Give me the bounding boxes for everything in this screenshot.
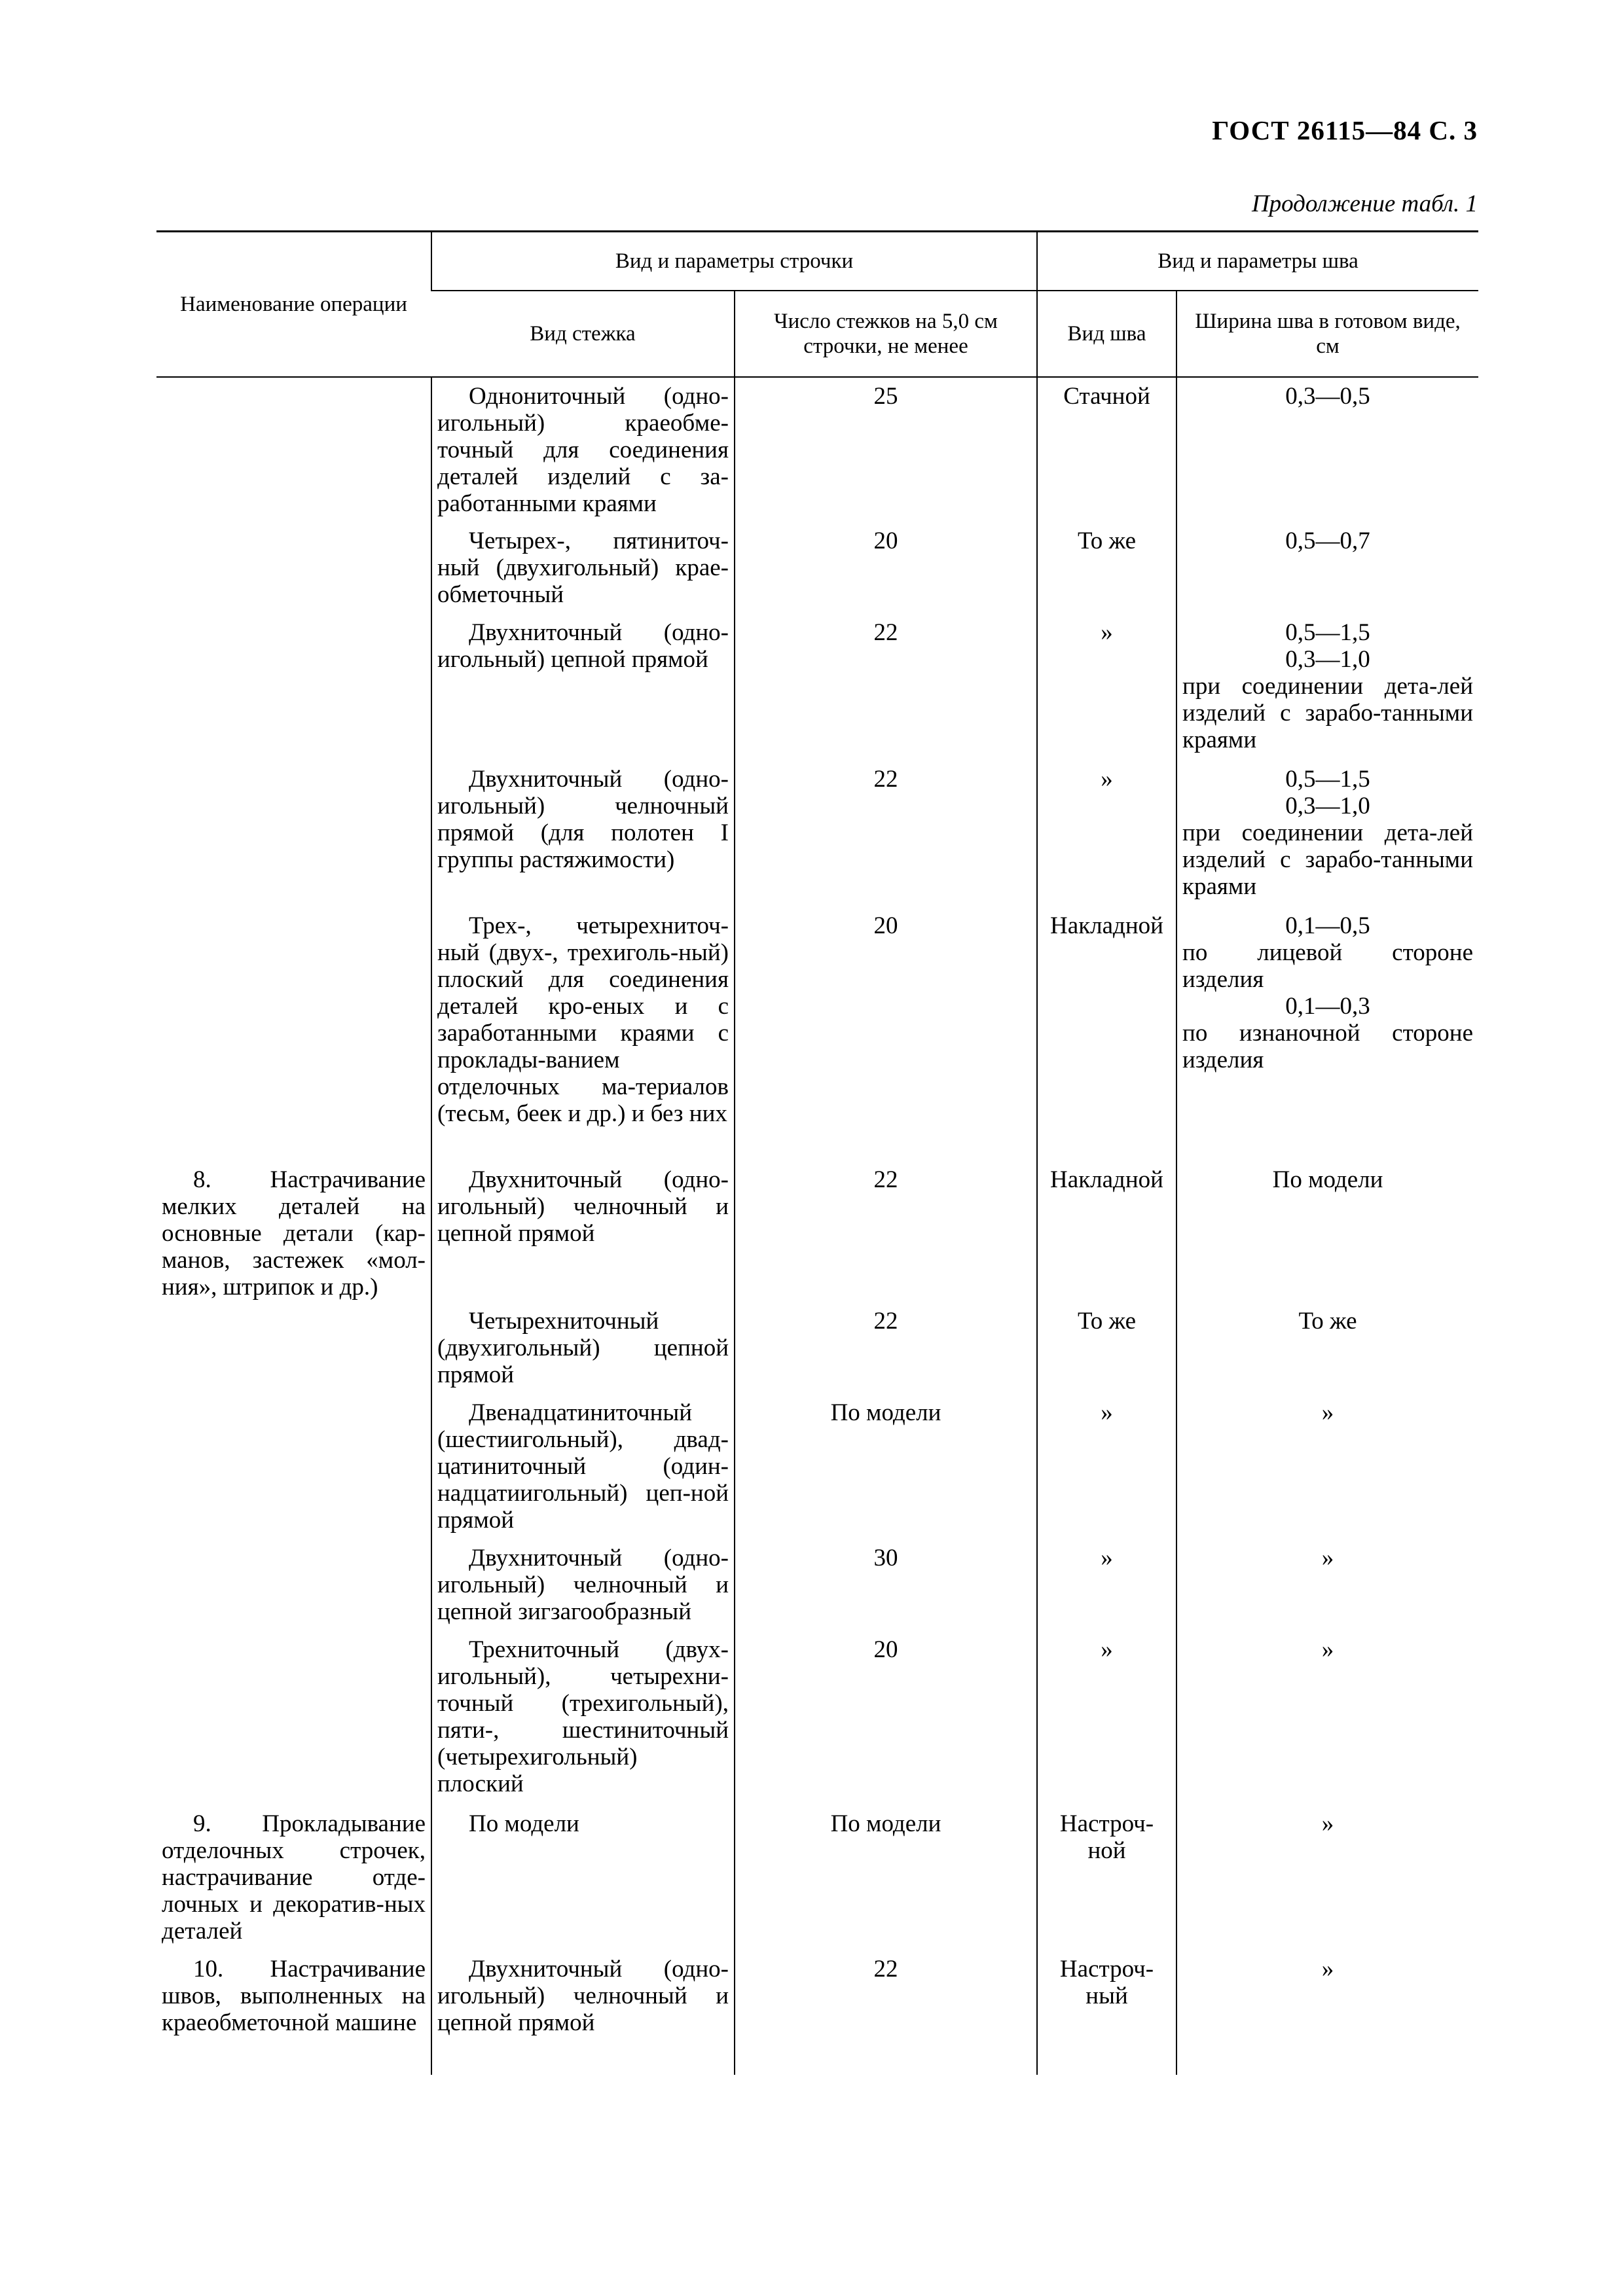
seam-type-cell: » xyxy=(1037,1631,1176,1805)
seam-width-line: 0,1—0,3 xyxy=(1285,993,1370,1020)
header-stitch-type: Вид стежка xyxy=(431,291,735,377)
operation-cell xyxy=(156,761,431,907)
operation-cell xyxy=(156,1302,431,1394)
table-row xyxy=(156,377,1478,522)
table-row xyxy=(156,1539,1478,1631)
seam-width-cell xyxy=(1176,522,1478,614)
operation-cell: 9. Прокладывание отделочных строчек, настрачивание отде-лочных и декоратив-ных деталей xyxy=(162,1810,426,1945)
table-row xyxy=(156,1394,1478,1539)
operation-cell xyxy=(156,907,431,1161)
seam-type-cell: » xyxy=(1037,614,1176,761)
seam-width-line: 0,1—0,5 xyxy=(1285,912,1370,939)
seam-width-line: » xyxy=(1321,1636,1334,1663)
seam-width-line: 0,5—1,5 xyxy=(1285,766,1370,793)
stitch-type-cell: Трех-, четырехниточ-ный (двух-, трехиголь-ный) плоский для соединения деталей кро-еных и с заработанными краями с проклады-ванием отделочных ма-териалов (тесьм, беек и др.) и без них xyxy=(431,907,735,1161)
operation-cell: 8. Настрачивание мелких деталей на основные детали (кар-манов, застежек «мол-ния», штрипок и др.) xyxy=(162,1166,426,1300)
table-row xyxy=(156,1950,1478,2075)
table-row xyxy=(156,761,1478,907)
seam-type-cell: » xyxy=(1037,1394,1176,1539)
table-caption: Продолжение табл. 1 xyxy=(1251,190,1478,217)
seam-width-cell xyxy=(1176,1539,1478,1631)
stitch-count-cell: 25 xyxy=(735,377,1037,522)
stitch-type-cell: Двухниточный (одно-игольный) челночный и цепной зигзагообразный xyxy=(431,1539,735,1631)
seam-type-cell: Накладной xyxy=(1037,1161,1176,1302)
seam-width-cell xyxy=(1176,1394,1478,1539)
operation-cell xyxy=(156,1539,431,1631)
table-row xyxy=(156,614,1478,761)
header-stitch-group: Вид и параметры строчки xyxy=(431,232,1037,291)
header-operation: Наименование операции xyxy=(180,293,407,316)
stitch-type-cell: Двухниточный (одно-игольный) цепной прямой xyxy=(431,614,735,761)
stitch-type-cell: Четырех-, пятиниточ-ный (двухигольный) крае-обметочный xyxy=(431,522,735,614)
seam-width-line: » xyxy=(1321,1399,1334,1426)
table-row xyxy=(156,522,1478,614)
seam-width-cell xyxy=(1176,1805,1478,1950)
stitch-count-cell: 20 xyxy=(735,907,1037,1161)
operation-cell: 10. Настрачивание швов, выполненных на краеобметочной машине xyxy=(162,1956,426,2036)
page-header: ГОСТ 26115—84 С. 3 xyxy=(1212,115,1478,145)
stitch-count-cell: 30 xyxy=(735,1539,1037,1631)
stitch-type-cell: Двенадцатиниточный (шестиигольный), двад-цатиниточный (один-надцатиигольный) цеп-ной прямой xyxy=(431,1394,735,1539)
operation-cell xyxy=(156,522,431,614)
table-row xyxy=(156,1302,1478,1394)
seam-width-cell xyxy=(1176,1161,1478,1302)
table-row xyxy=(156,907,1478,1161)
stitch-count-cell: По модели xyxy=(735,1394,1037,1539)
header-seam-type: Вид шва xyxy=(1037,291,1176,377)
stitch-count-cell: 22 xyxy=(735,614,1037,761)
stitch-type-cell: Трехниточный (двух-игольный), четырехни-точный (трехигольный), пяти-, шестиниточный (четырехигольный) плоский xyxy=(431,1631,735,1805)
seam-width-line: по изнаночной стороне изделия xyxy=(1182,1020,1474,1073)
stitch-count-cell: По модели xyxy=(735,1805,1037,1950)
stitch-type-cell: Двухниточный (одно-игольный) челночный и цепной прямой xyxy=(431,1950,735,2075)
seam-width-line: 0,5—1,5 xyxy=(1285,619,1370,646)
stitch-type-cell: Двухниточный (одно-игольный) челночный прямой (для полотен I группы растяжимости) xyxy=(431,761,735,907)
operation-cell xyxy=(156,1394,431,1539)
stitch-type-cell: Двухниточный (одно-игольный) челночный и цепной прямой xyxy=(431,1161,735,1302)
operation-cell xyxy=(156,1631,431,1805)
seam-width-line: по лицевой стороне изделия xyxy=(1182,939,1474,993)
seam-type-cell: » xyxy=(1037,1539,1176,1631)
seam-type-cell: » xyxy=(1037,761,1176,907)
stitch-count-cell: 22 xyxy=(735,1161,1037,1302)
table-row xyxy=(156,1161,1478,1302)
seam-width-line: » xyxy=(1321,1545,1334,1571)
stitch-type-cell: По модели xyxy=(431,1805,735,1950)
seam-type-cell: То же xyxy=(1037,1302,1176,1394)
seam-width-line: при соединении дета-лей изделий с зарабо-танными краями xyxy=(1182,819,1474,900)
table-body xyxy=(156,377,1478,2075)
seam-width-cell xyxy=(1176,1302,1478,1394)
operations-table xyxy=(156,230,1478,2075)
seam-type-cell: То же xyxy=(1037,522,1176,614)
stitch-count-cell: 22 xyxy=(735,1302,1037,1394)
stitch-count-cell: 22 xyxy=(735,1950,1037,2075)
stitch-type-cell: Четырехниточный (двухигольный) цепной прямой xyxy=(431,1302,735,1394)
seam-type-cell: Стачной xyxy=(1037,377,1176,522)
stitch-count-cell: 20 xyxy=(735,522,1037,614)
seam-width-line: По модели xyxy=(1272,1166,1383,1193)
table-row xyxy=(156,1805,1478,1950)
seam-width-cell xyxy=(1176,761,1478,907)
seam-type-cell: Настроч-ный xyxy=(1037,1950,1176,2075)
stitch-type-cell: Однониточный (одно-игольный) краеобме-точный для соединения деталей изделий с за-работанными краями xyxy=(431,377,735,522)
seam-width-cell xyxy=(1176,907,1478,1161)
seam-width-line: » xyxy=(1321,1956,1334,1982)
seam-type-cell: Накладной xyxy=(1037,907,1176,1161)
seam-width-cell xyxy=(1176,377,1478,522)
seam-width-line: 0,5—0,7 xyxy=(1285,528,1370,554)
seam-width-line: » xyxy=(1321,1810,1334,1837)
seam-width-cell xyxy=(1176,1631,1478,1805)
seam-width-line: То же xyxy=(1298,1308,1357,1335)
header-stitch-count: Число стежков на 5,0 см строчки, не менее xyxy=(735,291,1037,377)
seam-width-cell xyxy=(1176,1950,1478,2075)
header-seam-group: Вид и параметры шва xyxy=(1037,232,1478,291)
operation-cell xyxy=(156,377,431,522)
seam-width-line: 0,3—0,5 xyxy=(1285,383,1370,410)
seam-width-line: 0,3—1,0 xyxy=(1285,793,1370,819)
operation-cell xyxy=(156,614,431,761)
header-seam-width: Ширина шва в готовом виде, см xyxy=(1176,291,1478,377)
stitch-count-cell: 22 xyxy=(735,761,1037,907)
stitch-count-cell: 20 xyxy=(735,1631,1037,1805)
seam-width-line: при соединении дета-лей изделий с зарабо-танными краями xyxy=(1182,673,1474,753)
table-row xyxy=(156,1631,1478,1805)
seam-width-line: 0,3—1,0 xyxy=(1285,646,1370,673)
seam-width-cell xyxy=(1176,614,1478,761)
seam-type-cell: Настроч-ной xyxy=(1037,1805,1176,1950)
